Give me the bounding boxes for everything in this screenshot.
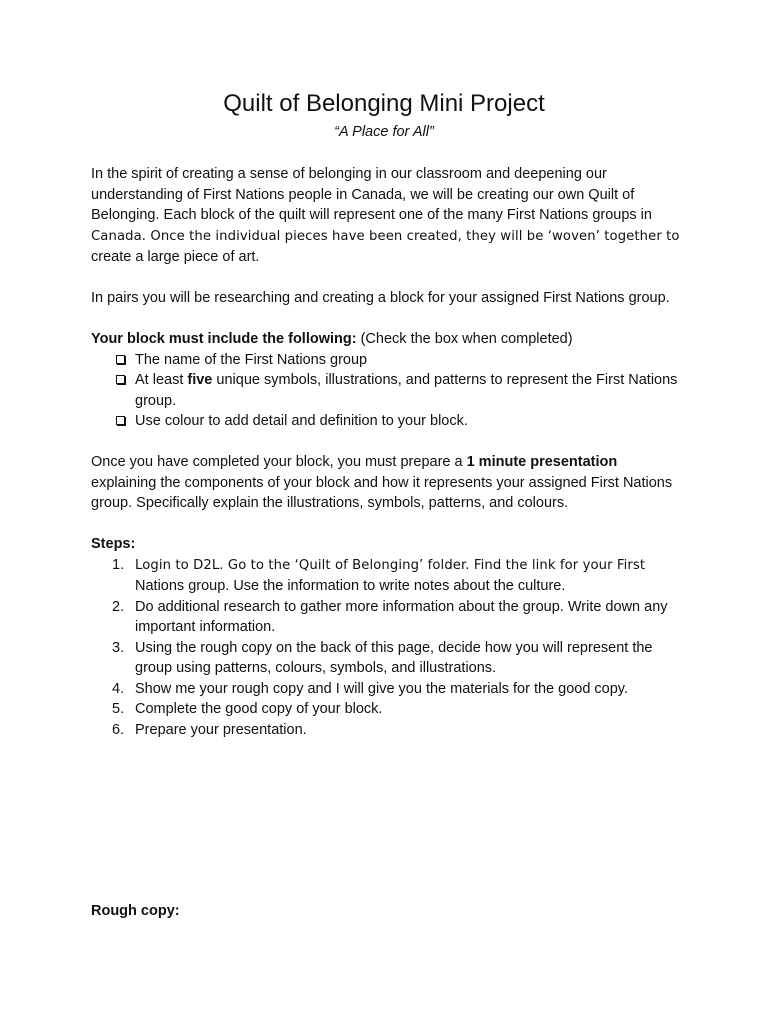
step-text: Prepare your presentation. [135,721,307,738]
step-item [91,597,681,638]
step-text: Show me your rough copy and I will give you the materials for the good copy. [135,680,628,697]
step-number: 6. [112,721,125,738]
step-item [91,679,681,700]
step-number: 5. [112,701,125,717]
checklist-item [91,411,681,432]
requirements-intro [91,329,681,350]
checklist-item-text: Use colour to add detail and definition to your block. [135,413,468,429]
checklist-item-emphasis: five [187,372,213,388]
intro-text-2: Canada. Once the individual pieces have been created, they will be ‘woven’ together to [91,228,680,244]
step-text: Login to D2L. Go to the ‘Quilt of Belonging’ folder. Find the link for your First [135,557,646,573]
step-number: 2. [112,598,125,615]
step-item [91,638,681,679]
document-subtitle: “A Place for All” [334,124,434,140]
steps-list [91,555,681,741]
step-item [91,555,681,597]
checkbox-icon[interactable] [116,355,125,364]
step-text: Nations group. Use the information to write notes about the culture. [135,578,566,594]
requirements-note: (Check the box when completed) [356,331,573,347]
presentation-text: Once you have completed your block, you must prepare a [91,454,467,470]
presentation-paragraph [91,452,681,514]
step-text: Do additional research to gather more information about the group. Write down any important information. [135,598,668,635]
intro-paragraph [91,164,681,268]
step-item [91,699,681,720]
document-title: Quilt of Belonging Mini Project [223,90,545,117]
intro-text-1: In the spirit of creating a sense of belonging in our classroom and deepening our understanding of First Nations people in Canada, we will be creating our own Quilt of Belonging. Each block of the quilt will represent one of the many First Nations groups in [91,166,652,223]
checklist-item [91,350,681,371]
intro-text-3: create a large piece of art. [91,249,260,265]
step-number: 1. [112,556,125,573]
step-text: Complete the good copy of your block. [135,701,383,717]
rough-copy-heading: Rough copy: [91,903,180,919]
checklist-item-text: The name of the First Nations group [135,351,368,368]
checklist-item-text: unique symbols, illustrations, and patterns to represent the First Nations group. [135,372,678,409]
requirements-checklist [91,350,681,432]
checkbox-icon[interactable] [116,416,125,425]
steps-heading [91,534,681,555]
checkbox-icon[interactable] [116,375,125,384]
step-number: 3. [112,639,125,656]
step-number: 4. [112,680,125,697]
steps-heading-text: Steps: [91,536,136,552]
pairs-paragraph: In pairs you will be researching and creating a block for your assigned First Nations group. [91,290,670,306]
checklist-item [91,370,681,411]
presentation-text: explaining the components of your block and how it represents your assigned First Nations group. Specifically explain the illustrations, symbols, patterns, and colours. [91,474,673,511]
checklist-item-text: At least [135,372,188,388]
step-item [91,720,681,741]
presentation-emphasis: 1 minute presentation [466,454,618,470]
document-body [91,164,681,740]
requirements-heading: Your block must include the following: [91,331,357,347]
step-text: Using the rough copy on the back of this page, decide how you will represent the group using patterns, colours, symbols, and illustrations. [135,639,653,676]
